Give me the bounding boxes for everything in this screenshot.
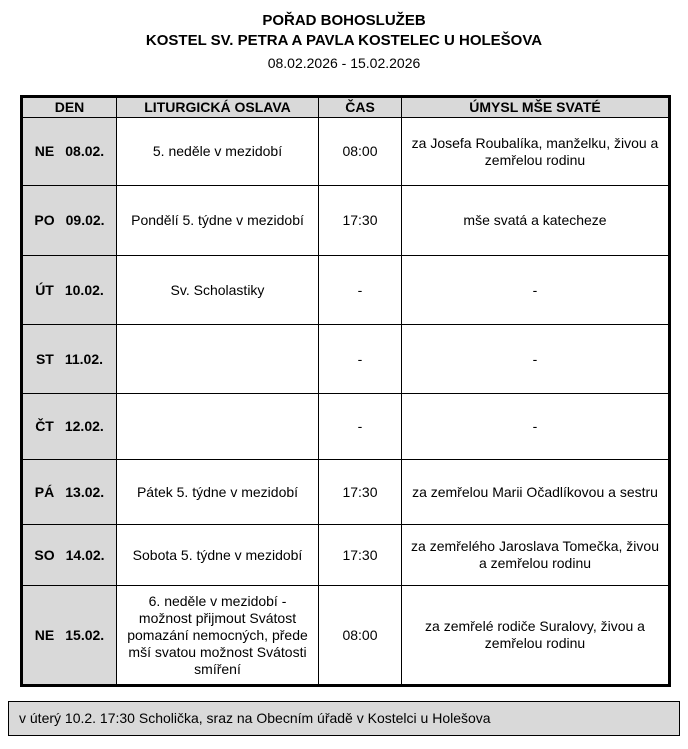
day-abbr: NE (34, 626, 55, 643)
day-date: 15.02. (65, 626, 105, 643)
celebration-cell: 6. neděle v mezidobí - možnost přijmout Svátost pomazání nemocných, přede mší svatou možnost Svátosti smíření (117, 586, 319, 686)
day-date: 12.02. (64, 418, 104, 434)
day-abbr: ÚT (35, 281, 54, 298)
intention-cell: - (402, 325, 670, 394)
table-row (22, 586, 670, 686)
time-cell: 17:30 (319, 525, 402, 586)
table-header-row (22, 97, 670, 118)
date-range: 08.02.2026 - 15.02.2026 (267, 55, 421, 71)
intention-cell: - (402, 256, 670, 325)
footer-note (8, 701, 680, 736)
time-cell: 08:00 (319, 118, 402, 186)
day-abbr: PÁ (34, 483, 55, 500)
celebration-cell: Sv. Scholastiky (117, 256, 319, 325)
celebration-cell (117, 325, 319, 394)
day-date: 08.02. (65, 143, 105, 159)
table-row (22, 256, 670, 325)
day-cell (22, 525, 117, 586)
celebration-cell: Pátek 5. týdne v mezidobí (117, 460, 319, 525)
table-row (22, 186, 670, 256)
col-header-cas: ČAS (319, 97, 402, 118)
day-date: 11.02. (64, 350, 104, 367)
table-row (22, 325, 670, 394)
celebration-cell: 5. neděle v mezidobí (117, 118, 319, 186)
time-cell: 17:30 (319, 460, 402, 525)
table-row (22, 460, 670, 525)
celebration-cell: Pondělí 5. týdne v mezidobí (117, 186, 319, 256)
day-cell (22, 586, 117, 686)
day-cell (22, 325, 117, 394)
col-header-umysl: ÚMYSL MŠE SVATÉ (402, 97, 670, 118)
table-row (22, 525, 670, 586)
celebration-cell (117, 394, 319, 460)
time-cell: - (319, 256, 402, 325)
celebration-cell: Sobota 5. týdne v mezidobí (117, 525, 319, 586)
page-title: POŘAD BOHOSLUŽEB (262, 12, 426, 29)
day-date: 10.02. (64, 281, 104, 298)
intention-cell: za zemřelého Jaroslava Tomečka, živou a zemřelou rodinu (402, 525, 670, 586)
intention-cell: za zemřelé rodiče Suralovy, živou a zemřelou rodinu (402, 586, 670, 686)
time-cell: 08:00 (319, 586, 402, 686)
day-abbr: PO (34, 212, 55, 228)
footer-note-text: v úterý 10.2. 17:30 Scholička, sraz na Obecním úřadě v Kostelci u Holešova (19, 710, 491, 726)
schedule-table (20, 95, 671, 687)
time-cell: - (319, 394, 402, 460)
col-header-den: DEN (22, 97, 117, 118)
day-cell (22, 460, 117, 525)
day-date: 14.02. (65, 546, 105, 563)
day-abbr: SO (34, 546, 55, 563)
day-abbr: ČT (35, 418, 54, 434)
day-cell (22, 118, 117, 186)
intention-cell: za zemřelou Marii Očadlíkovou a sestru (402, 460, 670, 525)
day-cell (22, 256, 117, 325)
day-cell (22, 394, 117, 460)
intention-cell: - (402, 394, 670, 460)
church-name: KOSTEL SV. PETRA A PAVLA KOSTELEC U HOLEŠOVA (145, 32, 543, 49)
day-abbr: ST (35, 350, 54, 367)
page-header (0, 0, 688, 73)
day-date: 09.02. (65, 212, 105, 228)
table-row (22, 118, 670, 186)
intention-cell: za Josefa Roubalíka, manželku, živou a zemřelou rodinu (402, 118, 670, 186)
time-cell: 17:30 (319, 186, 402, 256)
col-header-liturgicka-oslava: LITURGICKÁ OSLAVA (117, 97, 319, 118)
time-cell: - (319, 325, 402, 394)
table-row (22, 394, 670, 460)
day-cell (22, 186, 117, 256)
day-abbr: NE (34, 143, 55, 159)
intention-cell: mše svatá a katecheze (402, 186, 670, 256)
day-date: 13.02. (65, 483, 105, 500)
